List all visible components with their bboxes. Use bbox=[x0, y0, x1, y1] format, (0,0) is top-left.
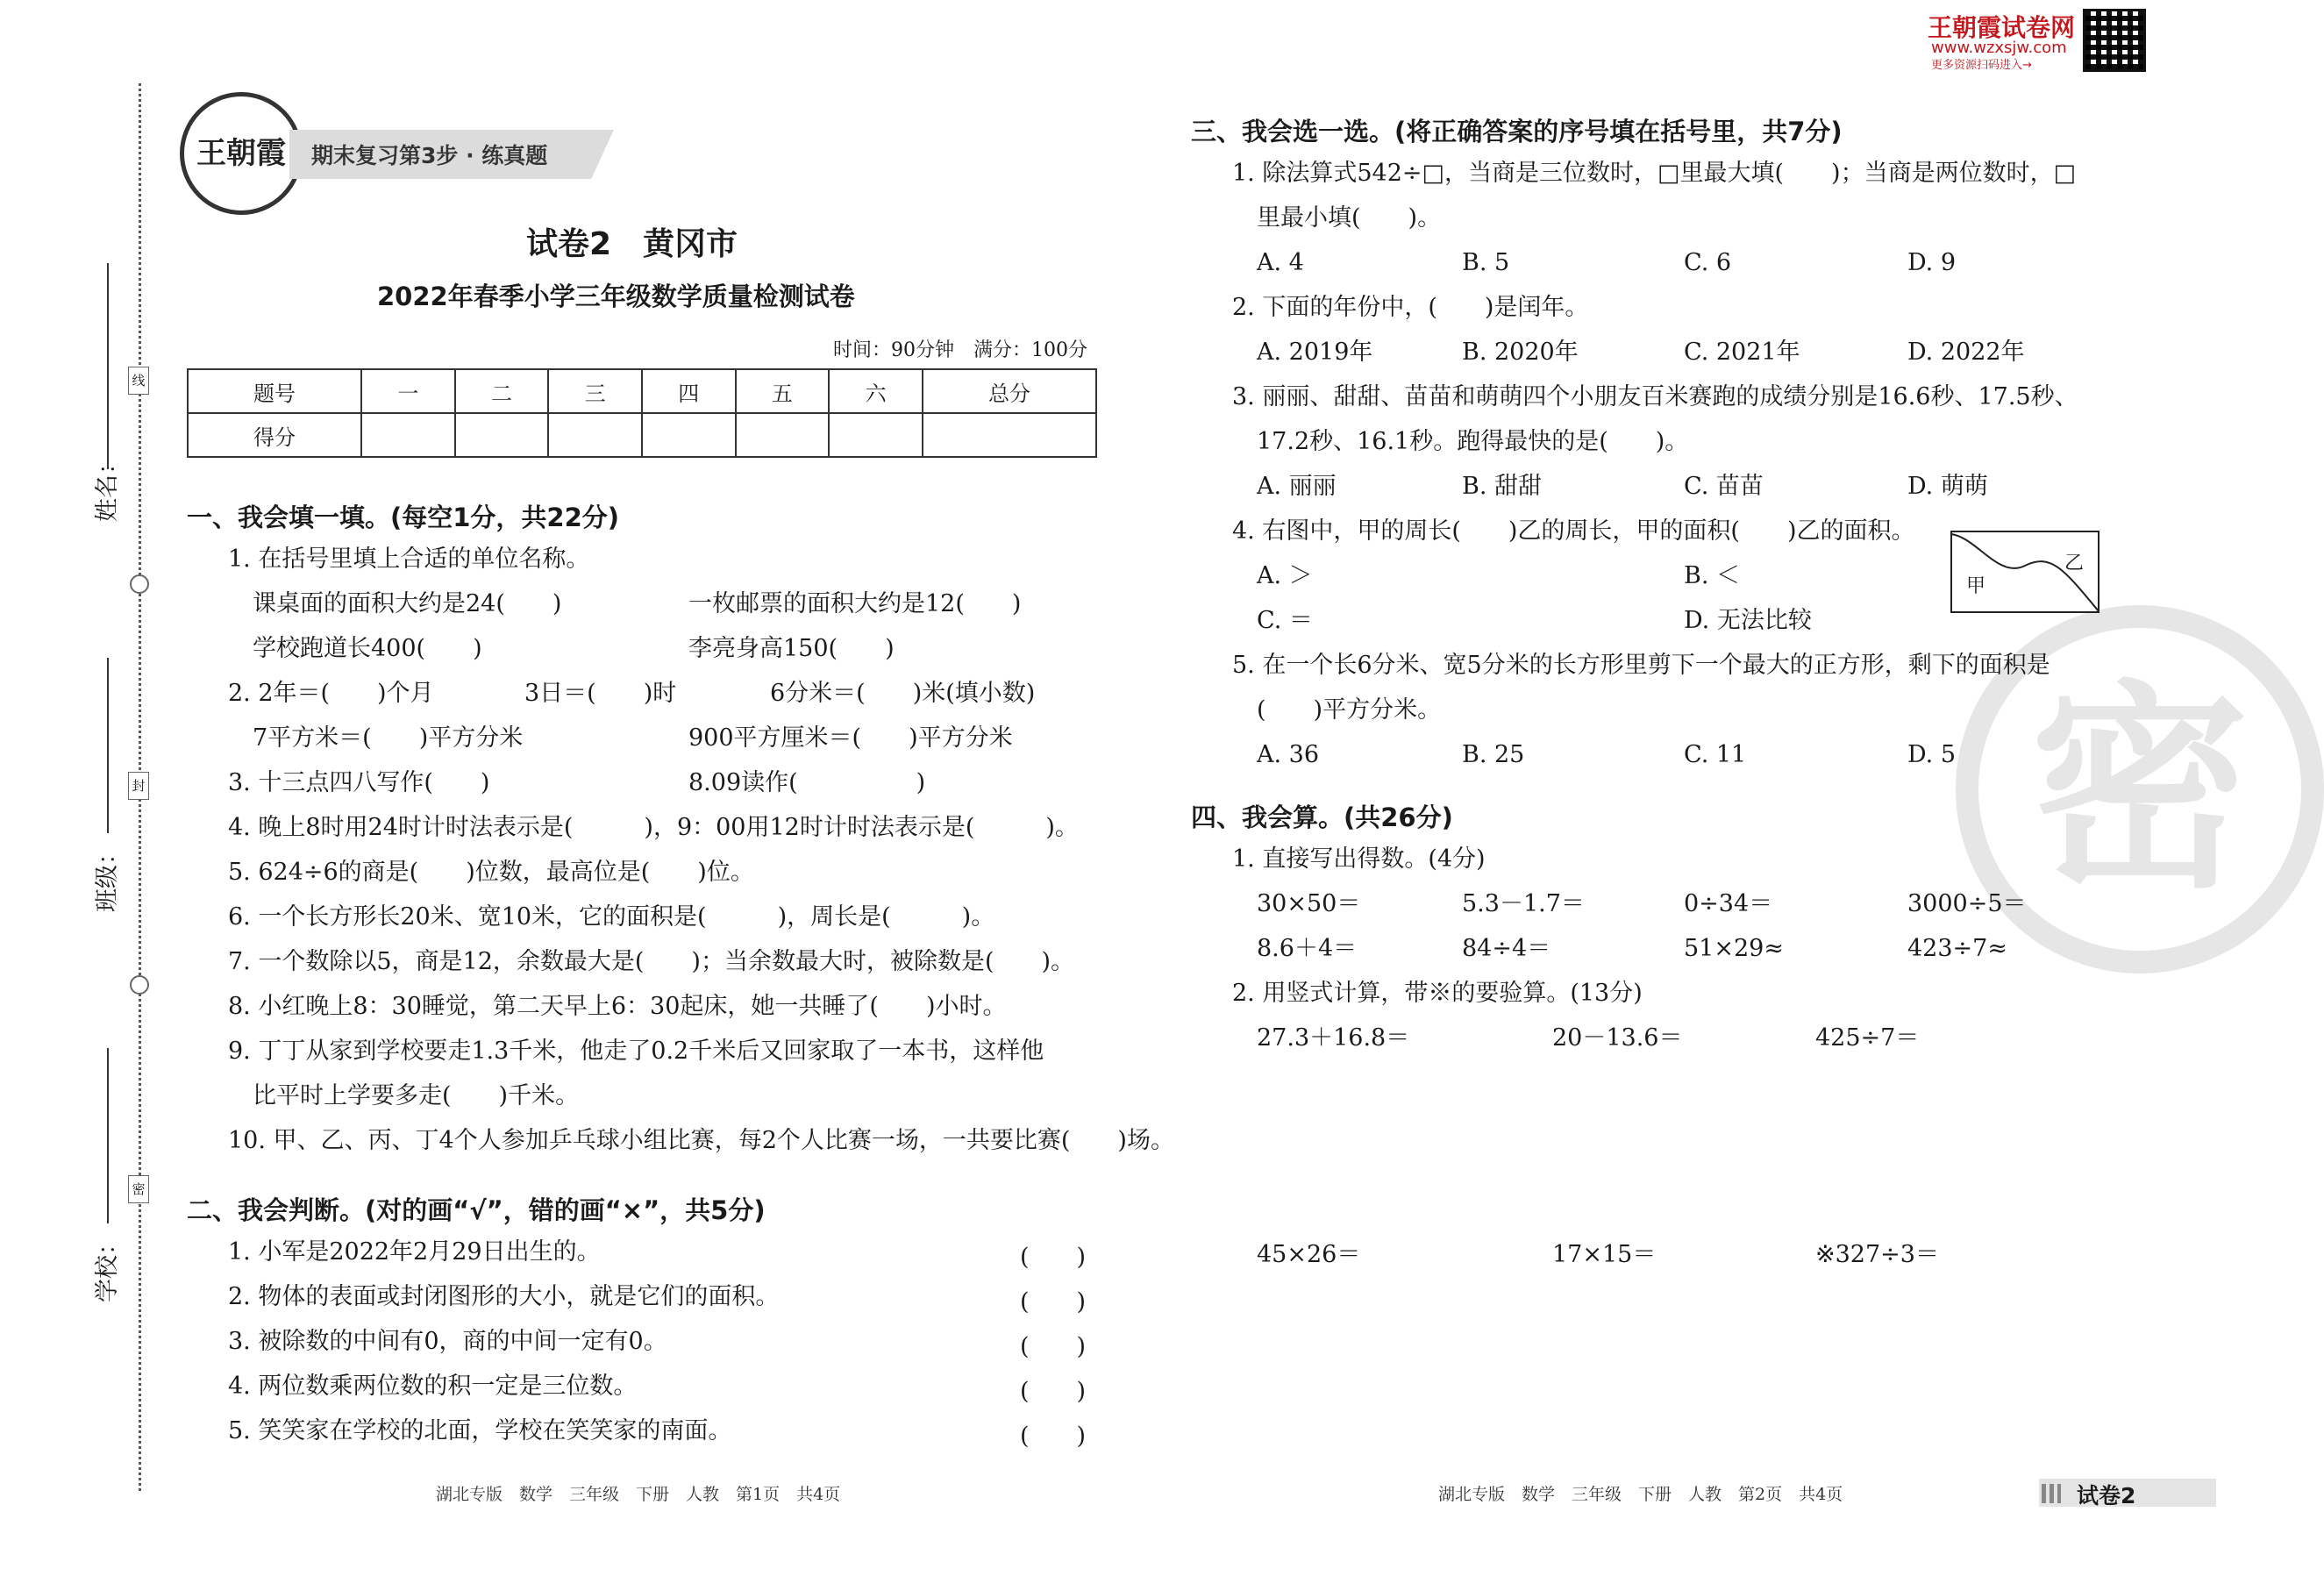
table-cell: 四 bbox=[642, 369, 736, 413]
table-cell: 题号 bbox=[188, 369, 361, 413]
option-a[interactable]: A. 2019年 bbox=[1257, 339, 1373, 366]
answer-parentheses[interactable]: ( ) bbox=[1020, 1423, 1087, 1450]
question-text: 7平方米＝( )平方分米 bbox=[253, 724, 524, 752]
qr-code-icon[interactable] bbox=[2083, 9, 2146, 72]
option-c[interactable]: C. 6 bbox=[1684, 249, 1732, 276]
score-cell[interactable] bbox=[361, 413, 455, 457]
judge-item: 4. 两位数乘两位数的积一定是三位数。 bbox=[228, 1373, 638, 1400]
calc-item: 3000÷5＝ bbox=[1907, 890, 2027, 917]
option-a[interactable]: A. 36 bbox=[1257, 741, 1320, 768]
footer-left: 湖北专版 数学 三年级 下册 人教 第1页 共4页 bbox=[436, 1485, 841, 1504]
binding-hole bbox=[130, 574, 149, 594]
watermark-tagline: 更多资源扫码进入→ bbox=[1931, 59, 2032, 72]
calc-item: 30×50＝ bbox=[1257, 890, 1361, 917]
answer-parentheses[interactable]: ( ) bbox=[1020, 1288, 1087, 1316]
page-subtitle: 2022年春季小学三年级数学质量检测试卷 bbox=[377, 282, 855, 311]
question-text: 8.09读作( ) bbox=[688, 769, 926, 796]
question-text: 10. 甲、乙、丙、丁4个人参加乒乓球小组比赛，每2个人比赛一场，一共要比赛( )场。 bbox=[228, 1127, 1174, 1154]
time-info: 时间：90分钟 满分：100分 bbox=[833, 339, 1087, 361]
option-a[interactable]: A. 4 bbox=[1257, 249, 1304, 276]
calc-item: 8.6＋4＝ bbox=[1257, 935, 1358, 962]
question-text: 5. 在一个长6分米、宽5分米的长方形里剪下一个最大的正方形，剩下的面积是 bbox=[1232, 652, 2050, 679]
question-text: ( )平方分米。 bbox=[1257, 696, 1442, 724]
section1-title: 一、我会填一填。(每空1分，共22分) bbox=[187, 503, 620, 532]
question-text: 2. 用竖式计算，带※的要验算。(13分) bbox=[1232, 980, 1643, 1007]
question-text: 4. 右图中，甲的周长( )乙的周长，甲的面积( )乙的面积。 bbox=[1232, 517, 1915, 545]
calc-item: ※327÷3＝ bbox=[1815, 1241, 1939, 1268]
option-d[interactable]: D. 萌萌 bbox=[1907, 473, 1988, 500]
question-text: 17.2秒、16.1秒。跑得最快的是( )。 bbox=[1257, 428, 1689, 455]
calc-item: 27.3＋16.8＝ bbox=[1257, 1024, 1410, 1052]
answer-parentheses[interactable]: ( ) bbox=[1020, 1378, 1087, 1405]
seal-mark-secret: 密 bbox=[128, 1175, 149, 1203]
option-c[interactable]: C. 11 bbox=[1684, 741, 1747, 768]
question-text: 1. 在括号里填上合适的单位名称。 bbox=[228, 546, 590, 573]
school-label: 学校： bbox=[94, 1231, 121, 1302]
class-write-line bbox=[107, 658, 109, 833]
judge-item: 1. 小军是2022年2月29日出生的。 bbox=[228, 1238, 601, 1266]
question-text: 李亮身高150( ) bbox=[688, 635, 895, 662]
question-text: 2. 下面的年份中，( )是闰年。 bbox=[1232, 294, 1589, 321]
option-b[interactable]: B. 25 bbox=[1462, 741, 1525, 768]
judge-item: 2. 物体的表面或封闭图形的大小，就是它们的面积。 bbox=[228, 1283, 780, 1310]
option-d[interactable]: D. 2022年 bbox=[1907, 339, 2025, 366]
question-text: 9. 丁丁从家到学校要走1.3千米，他走了0.2千米后又回家取了一本书，这样他 bbox=[228, 1038, 1044, 1065]
calc-item: 425÷7＝ bbox=[1815, 1024, 1920, 1052]
answer-parentheses[interactable]: ( ) bbox=[1020, 1333, 1087, 1360]
section4-title: 四、我会算。(共26分) bbox=[1191, 802, 1453, 832]
calc-item: 17×15＝ bbox=[1552, 1241, 1657, 1268]
question-text: 6分米＝( )米(填小数) bbox=[770, 680, 1036, 707]
option-c[interactable]: C. 苗苗 bbox=[1684, 473, 1764, 500]
table-cell: 得分 bbox=[188, 413, 361, 457]
page-title: 试卷2 黄冈市 bbox=[526, 226, 738, 262]
section2-title: 二、我会判断。(对的画“√”，错的画“×”，共5分) bbox=[187, 1195, 766, 1225]
calc-item: 0÷34＝ bbox=[1684, 890, 1773, 917]
seal-stamp-icon: 密 bbox=[1956, 605, 2324, 973]
score-cell[interactable] bbox=[923, 413, 1096, 457]
question-text: 900平方厘米＝( )平方分米 bbox=[688, 724, 1013, 752]
calc-item: 5.3－1.7＝ bbox=[1462, 890, 1585, 917]
option-a[interactable]: A. 丽丽 bbox=[1257, 473, 1337, 500]
option-d[interactable]: D. 5 bbox=[1907, 741, 1957, 768]
question-text: 一枚邮票的面积大约是12( ) bbox=[688, 590, 1022, 617]
question-text: 4. 晚上8时用24时计时法表示是( )，9：00用12时计时法表示是( )。 bbox=[228, 814, 1079, 841]
option-b[interactable]: B. 2020年 bbox=[1462, 339, 1579, 366]
score-cell[interactable] bbox=[829, 413, 923, 457]
option-d[interactable]: D. 9 bbox=[1907, 249, 1957, 276]
footer-tag: 试卷2 bbox=[2077, 1483, 2136, 1508]
answer-parentheses[interactable]: ( ) bbox=[1020, 1244, 1087, 1271]
question-text: 5. 624÷6的商是( )位数，最高位是( )位。 bbox=[228, 859, 754, 886]
footer-right: 湖北专版 数学 三年级 下册 人教 第2页 共4页 bbox=[1438, 1485, 1843, 1504]
binding-hole bbox=[130, 975, 149, 995]
option-b[interactable]: B. ＜ bbox=[1684, 562, 1741, 589]
question-text: 6. 一个长方形长20米、宽10米，它的面积是( )，周长是( )。 bbox=[228, 903, 995, 931]
question-text: 比平时上学要多走( )千米。 bbox=[253, 1082, 580, 1109]
score-cell[interactable] bbox=[642, 413, 736, 457]
score-cell[interactable] bbox=[455, 413, 549, 457]
question-text: 3日＝( )时 bbox=[524, 680, 677, 707]
question-text: 里最小填( )。 bbox=[1257, 204, 1442, 232]
calc-item: 51×29≈ bbox=[1684, 935, 1784, 962]
watermark-brand: 王朝霞试卷网 bbox=[1928, 13, 2076, 42]
table-cell: 一 bbox=[361, 369, 455, 413]
area-figure bbox=[1950, 531, 2099, 613]
score-table bbox=[187, 368, 1097, 458]
table-cell: 二 bbox=[455, 369, 549, 413]
option-c[interactable]: C. ＝ bbox=[1257, 607, 1313, 634]
question-text: 学校跑道长400( ) bbox=[253, 635, 482, 662]
table-cell: 五 bbox=[736, 369, 830, 413]
option-c[interactable]: C. 2021年 bbox=[1684, 339, 1800, 366]
brand-logo: 王朝霞 bbox=[180, 92, 303, 215]
seal-mark-seal: 封 bbox=[128, 772, 149, 800]
figure-label-yi: 乙 bbox=[2064, 553, 2085, 574]
footer-decor-icon bbox=[2042, 1484, 2061, 1503]
table-cell: 六 bbox=[829, 369, 923, 413]
figure-label-jia: 甲 bbox=[1966, 575, 1986, 597]
option-b[interactable]: B. 5 bbox=[1462, 249, 1510, 276]
class-label: 班级： bbox=[94, 841, 121, 912]
seal-mark-line: 线 bbox=[128, 367, 149, 395]
watermark-url: www.wzxsjw.com bbox=[1931, 39, 2067, 57]
question-text: 3. 十三点四八写作( ) bbox=[228, 769, 490, 796]
judge-item: 3. 被除数的中间有0，商的中间一定有0。 bbox=[228, 1328, 667, 1355]
school-write-line bbox=[107, 1048, 109, 1223]
table-cell: 三 bbox=[548, 369, 642, 413]
score-table-score-row bbox=[188, 413, 1096, 457]
section3-title: 三、我会选一选。(将正确答案的序号填在括号里，共7分) bbox=[1191, 117, 1843, 146]
question-text: 8. 小红晚上8：30睡觉，第二天早上6：30起床，她一共睡了( )小时。 bbox=[228, 993, 1007, 1020]
option-d[interactable]: D. 无法比较 bbox=[1684, 607, 1812, 634]
name-label: 姓名： bbox=[94, 451, 121, 522]
question-text: 7. 一个数除以5，商是12，余数最大是( )；当余数最大时，被除数是( )。 bbox=[228, 948, 1075, 975]
calc-item: 20－13.6＝ bbox=[1552, 1024, 1683, 1052]
judge-item: 5. 笑笑家在学校的北面，学校在笑笑家的南面。 bbox=[228, 1417, 732, 1444]
calc-item: 423÷7≈ bbox=[1907, 935, 2007, 962]
question-text: 3. 丽丽、甜甜、苗苗和萌萌四个小朋友百米赛跑的成绩分别是16.6秒、17.5秒、 bbox=[1232, 383, 2078, 410]
calc-item: 84÷4＝ bbox=[1462, 935, 1551, 962]
score-table-header-row bbox=[188, 369, 1096, 413]
name-write-line bbox=[107, 263, 109, 469]
calc-item: 45×26＝ bbox=[1257, 1241, 1361, 1268]
question-text: 1. 除法算式542÷□，当商是三位数时，□里最大填( )；当商是两位数时，□ bbox=[1232, 160, 2077, 187]
step-banner-text: 期末复习第3步 · 练真题 bbox=[311, 143, 548, 168]
score-cell[interactable] bbox=[548, 413, 642, 457]
table-cell: 总分 bbox=[923, 369, 1096, 413]
question-text: 课桌面的面积大约是24( ) bbox=[253, 590, 562, 617]
question-text: 1. 直接写出得数。(4分) bbox=[1232, 845, 1486, 873]
option-a[interactable]: A. ＞ bbox=[1257, 562, 1313, 589]
score-cell[interactable] bbox=[736, 413, 830, 457]
option-b[interactable]: B. 甜甜 bbox=[1462, 473, 1543, 500]
question-text: 2. 2年＝( )个月 bbox=[228, 680, 434, 707]
